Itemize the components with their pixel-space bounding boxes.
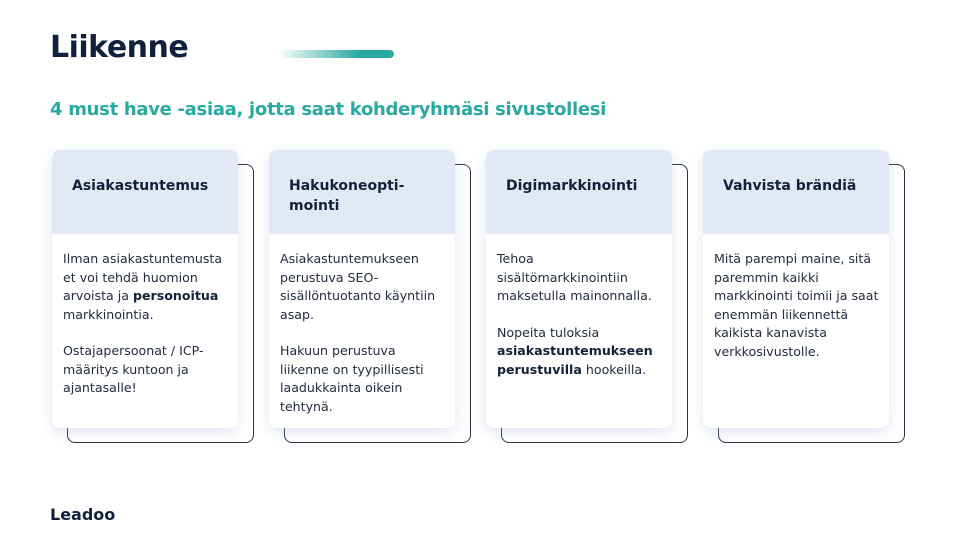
card-text: Mitä parempi maine, sitä paremmin kaikki markkinointi toimii ja saat enemmän liikennettä kaikista kanavista verkkosivustolle. [714,251,879,359]
card-text: Ostajapersoonat / ICP-määritys kuntoon ja ajantasalle! [63,343,204,395]
card-asiakastuntemus [52,150,257,445]
decorative-gradient-bar [278,50,394,58]
card-hakukoneoptimointi [269,150,474,445]
card-text: Tehoa sisältömarkkinointiin maksetulla mainonnalla. [497,251,652,303]
card-heading: Digimarkkinointi [486,150,672,234]
page-title: Liikenne [50,30,189,65]
card-text: Ilman asiakastuntemusta et voi tehdä huomion arvoista ja personoitua markkinointia. [63,251,223,322]
leadoo-logo: Leadoo [50,505,116,524]
card-digimarkkinointi [486,150,691,445]
page-subtitle: 4 must have -asiaa, jotta saat kohderyhmäsi sivustollesi [50,99,607,120]
card-text: Hakuun perustuva liikenne on tyypillisesti laadukkainta oikein tehtynä. [280,343,424,414]
card-heading: Hakukoneopti-mointi [269,150,455,234]
card-heading: Asiakastuntemus [52,150,238,234]
card-text: Nopeita tuloksia asiakastuntemukseen perustuvilla hookeilla. [497,324,653,377]
card-text: Asiakastuntemukseen perustuva SEO-sisällöntuotanto käyntiin asap. [280,251,436,322]
card-vahvista-brandia [703,150,908,445]
card-heading: Vahvista brändiä [703,150,889,234]
